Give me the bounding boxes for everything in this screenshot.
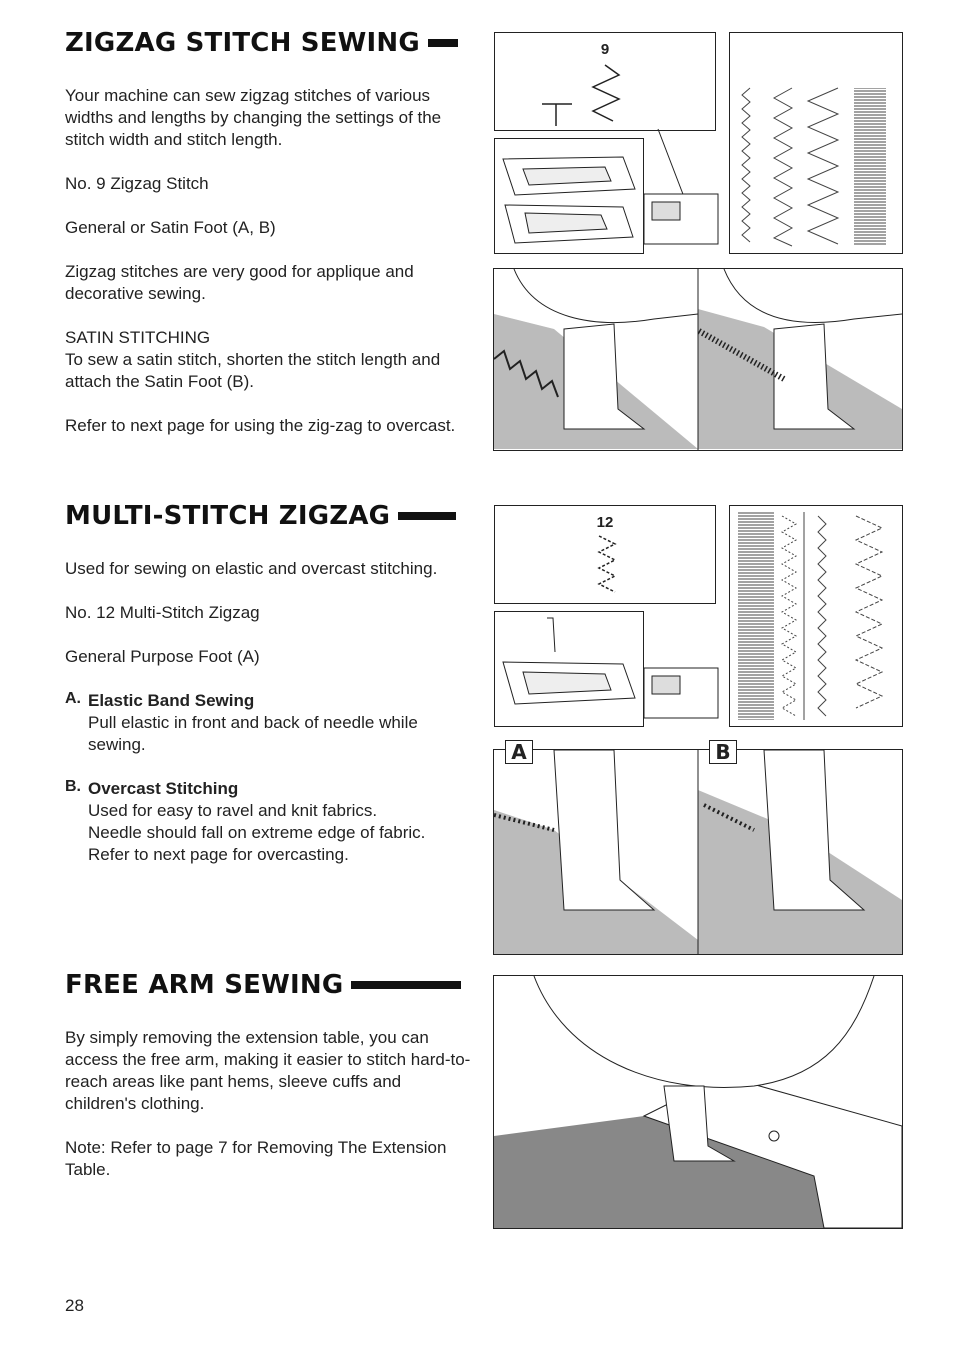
multi-stitch-sample-icon	[495, 506, 715, 603]
zigzag-foot: General or Satin Foot (A, B)	[65, 218, 276, 237]
zigzag-width-samples-figure	[729, 32, 903, 254]
figure-label-b: B	[709, 740, 737, 764]
zigzag-sewing-figure	[493, 268, 903, 451]
free-arm-illustration	[494, 976, 902, 1228]
elastic-band-title: Elastic Band Sewing	[88, 691, 255, 710]
multi-section	[65, 501, 475, 866]
multi-stitch-sewing-illustration	[494, 750, 902, 954]
page-number: 28	[65, 1296, 84, 1315]
multi-figure-number: 12	[596, 514, 614, 531]
multi-stitch-samples-figure	[729, 505, 903, 727]
overcast-line-1: Used for easy to ravel and knit fabrics.	[88, 801, 378, 820]
zigzag-stitch-number: No. 9 Zigzag Stitch	[65, 174, 209, 193]
multi-stitch-sewing-figure	[493, 749, 903, 955]
callout-lines	[494, 96, 724, 256]
overcast-line-3: Refer to next page for overcasting.	[88, 845, 349, 864]
multi-heading: MULTI-STITCH ZIGZAG	[65, 501, 475, 531]
zigzag-intro: Your machine can sew zigzag stitches of various widths and lengths by changing the settings of the stitch width and stitch length.	[65, 86, 442, 149]
freearm-body: By simply removing the extension table, you can access the free arm, making it easier to stitch hard-to-reach areas like pant hems, sleeve cuffs and children's clothing.	[65, 1028, 471, 1113]
overcast-item: B. Overcast Stitching Used for easy to ravel and knit fabrics. Needle should fall on extreme edge of fabric. Refer to next page for overcasting.	[65, 778, 475, 866]
multi-intro: Used for sewing on elastic and overcast stitching.	[65, 559, 438, 578]
satin-body: To sew a satin stitch, shorten the stitch length and attach the Satin Foot (B).	[65, 350, 441, 391]
freearm-note: Note: Refer to page 7 for Removing The Extension Table.	[65, 1138, 447, 1179]
freearm-heading: FREE ARM SEWING	[65, 970, 475, 1000]
freearm-section	[65, 970, 475, 1181]
zigzag-section	[65, 28, 475, 437]
free-arm-figure	[493, 975, 903, 1229]
multi-stitch-select-figure	[494, 505, 716, 604]
figure-label-a: A	[505, 740, 533, 764]
general-foot-figure	[494, 611, 644, 727]
elastic-band-body: Pull elastic in front and back of needle while sewing.	[88, 713, 418, 754]
zigzag-refer: Refer to next page for using the zig-zag to overcast.	[65, 416, 456, 435]
overcast-title: Overcast Stitching	[88, 779, 239, 798]
zigzag-sewing-illustration	[494, 269, 902, 450]
satin-heading: SATIN STITCHING	[65, 328, 211, 347]
multi-stitch-number: No. 12 Multi-Stitch Zigzag	[65, 603, 260, 622]
zigzag-use: Zigzag stitches are very good for applique and decorative sewing.	[65, 262, 414, 303]
multi-stitch-samples	[730, 506, 902, 726]
zigzag-heading: ZIGZAG STITCH SEWING	[65, 28, 475, 58]
overcast-line-2: Needle should fall on extreme edge of fabric.	[88, 823, 426, 842]
zigzag-width-samples	[730, 33, 902, 253]
elastic-band-item: A. Elastic Band Sewing Pull elastic in front and back of needle while sewing.	[65, 690, 475, 756]
multi-foot: General Purpose Foot (A)	[65, 647, 260, 666]
general-foot-icon	[495, 612, 643, 726]
zigzag-figure-number: 9	[600, 41, 610, 58]
machine-icon	[640, 662, 724, 726]
